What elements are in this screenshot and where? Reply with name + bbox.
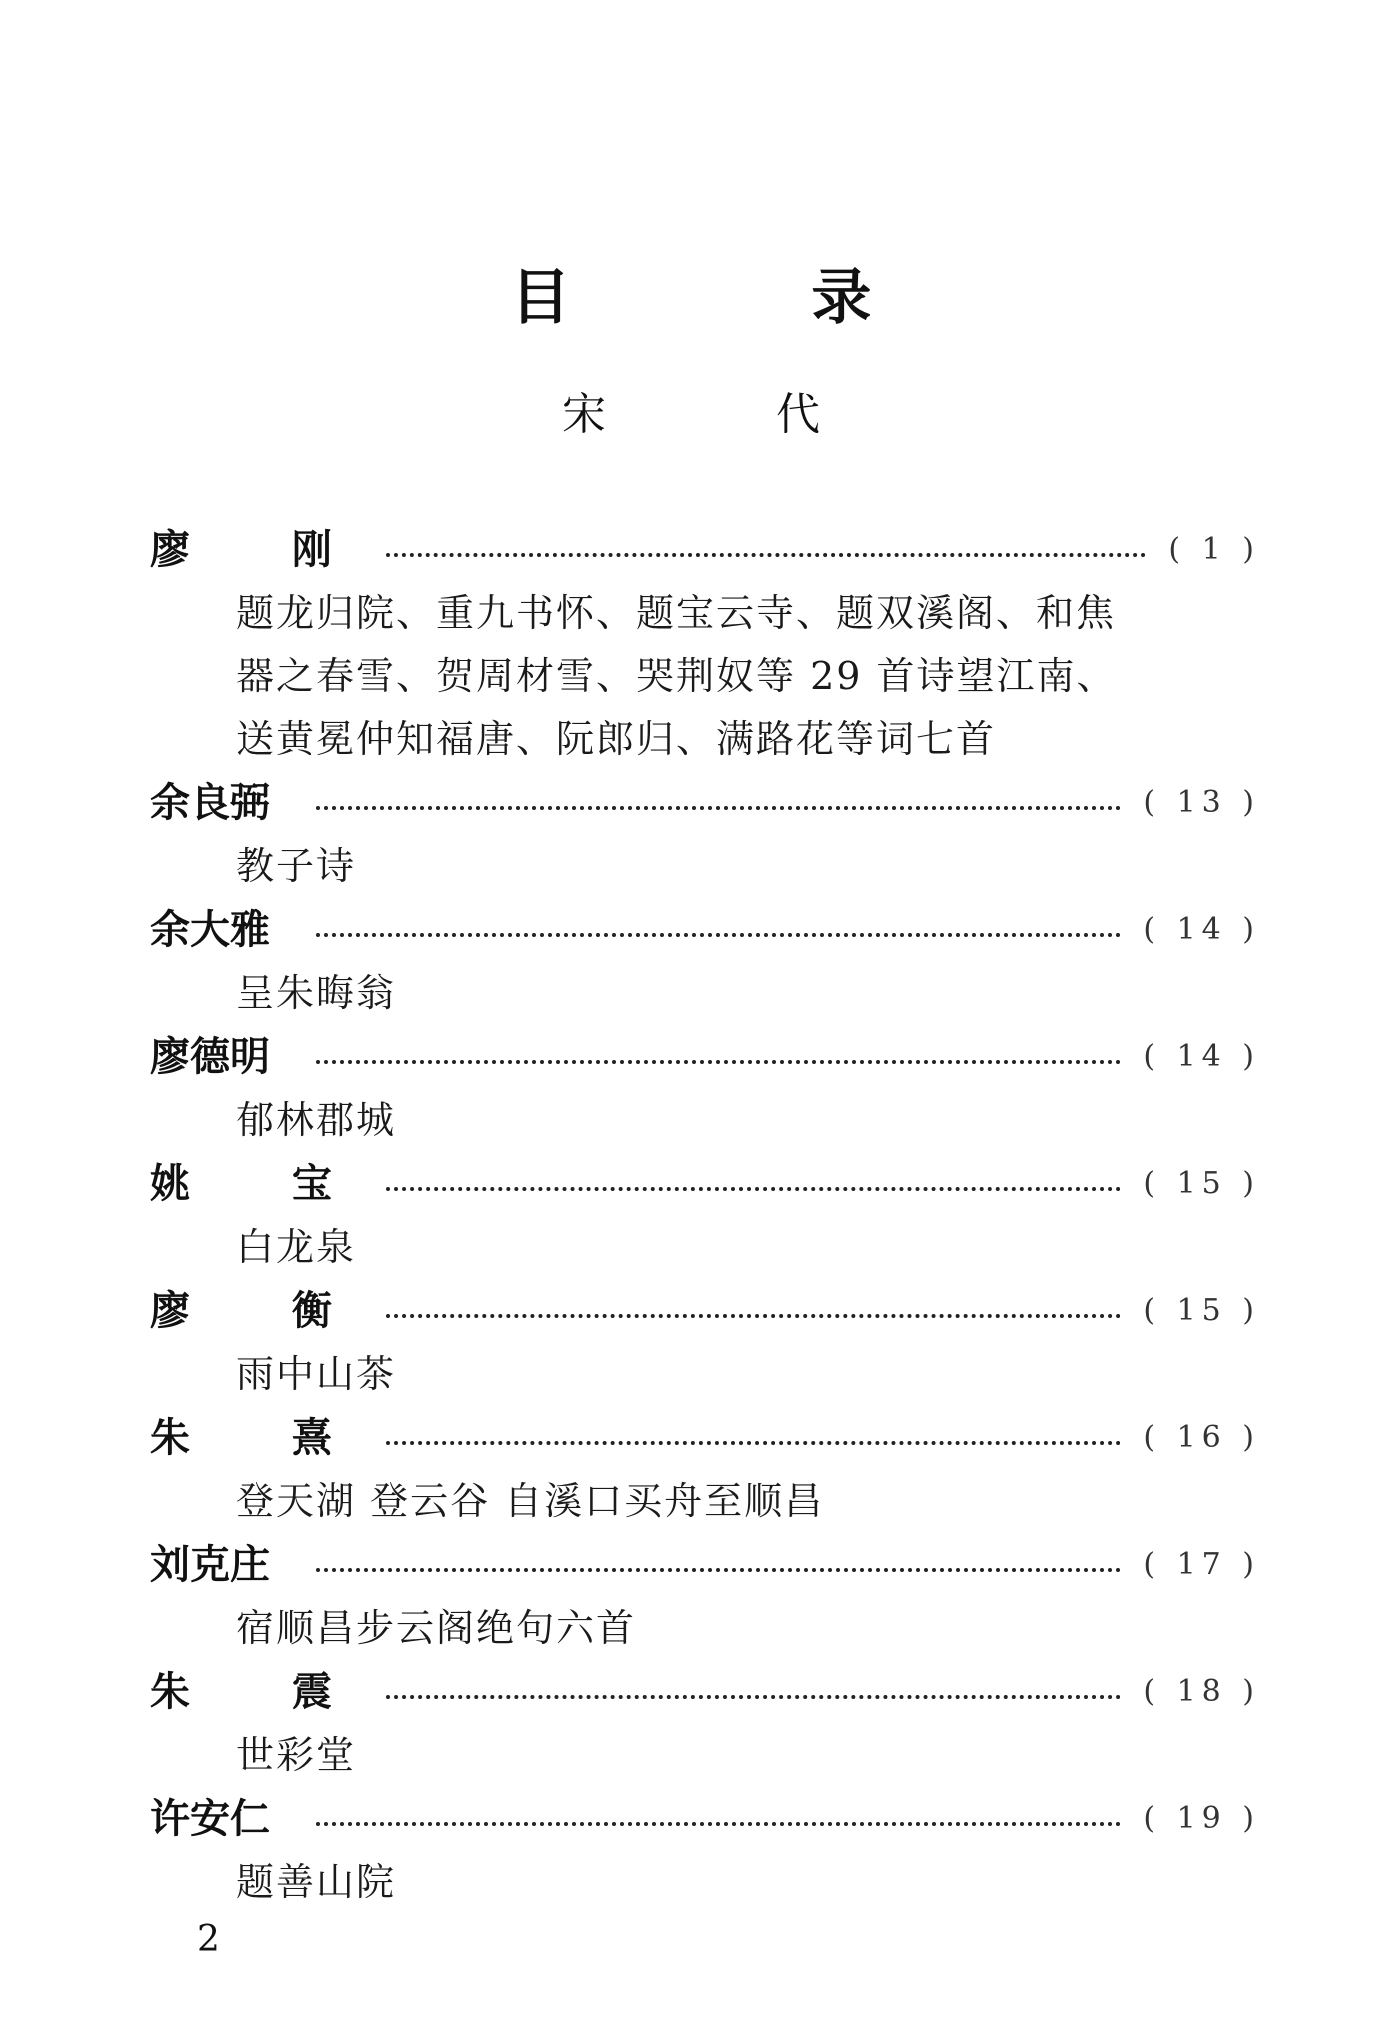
toc-page-ref: ( 14 ) [1143,1039,1260,1074]
toc-author: 朱 熹 [150,1415,376,1461]
toc-author-row [150,1152,1260,1216]
toc-work-line: 送黄冕仲知福唐、阮郎归、满路花等词七首 [236,717,997,761]
dot-leader [316,933,1121,937]
toc-work-line: 教子诗 [236,844,357,888]
toc-author: 姚 宝 [150,1161,376,1207]
toc-entry [150,1660,1260,1787]
toc-entry [150,1533,1260,1660]
toc-author: 朱 震 [150,1669,376,1715]
dot-leader [386,1441,1121,1445]
toc-page-ref: ( 13 ) [1143,785,1260,820]
page-title: 目 录 [510,263,982,333]
toc-author: 余大雅 [150,907,270,953]
toc-work-line: 登天湖 登云谷 自溪口买舟至顺昌 [236,1479,825,1523]
toc-page-ref: ( 15 ) [1143,1166,1260,1201]
toc-works [236,1724,1260,1787]
toc-work-line: 雨中山茶 [236,1352,397,1396]
toc-work-line: 题善山院 [236,1860,397,1904]
toc-author: 刘克庄 [150,1542,270,1588]
toc-page-ref: ( 18 ) [1143,1674,1260,1709]
toc-author: 余良弼 [150,780,270,826]
toc-works [236,1470,1260,1533]
table-of-contents [150,518,1260,1914]
toc-work-line: 世彩堂 [236,1733,357,1777]
toc-page-ref: ( 1 ) [1168,532,1260,567]
toc-author-row [150,771,1260,835]
toc-author: 许安仁 [150,1796,270,1842]
toc-author: 廖 衡 [150,1288,376,1334]
toc-author-row [150,1279,1260,1343]
toc-author-row [150,1660,1260,1724]
toc-works [236,1851,1260,1914]
toc-entry [150,518,1260,771]
dot-leader [316,1060,1121,1064]
toc-works [236,582,1260,771]
toc-entry [150,1279,1260,1406]
toc-author: 廖德明 [150,1034,270,1080]
toc-entry [150,898,1260,1025]
dot-leader [316,1568,1121,1572]
toc-work-line: 呈朱晦翁 [236,971,397,1015]
toc-work-line: 器之春雪、贺周材雪、哭荆奴等 29 首诗望江南、 [236,654,1117,698]
toc-work-line: 郁林郡城 [236,1098,397,1142]
toc-author-row [150,1025,1260,1089]
dot-leader [386,1695,1121,1699]
toc-entry [150,771,1260,898]
toc-works [236,835,1260,898]
section-title: 宋 代 [562,389,898,440]
toc-page-ref: ( 14 ) [1143,912,1260,947]
dot-leader [316,806,1121,810]
dot-leader [316,1822,1121,1826]
toc-author: 廖 刚 [150,527,376,573]
toc-work-line: 白龙泉 [236,1225,357,1269]
toc-page-ref: ( 16 ) [1143,1420,1260,1455]
toc-works [236,1343,1260,1406]
toc-page-ref: ( 19 ) [1143,1801,1260,1836]
toc-page-ref: ( 17 ) [1143,1547,1260,1582]
toc-page-ref: ( 15 ) [1143,1293,1260,1328]
toc-entry [150,1025,1260,1152]
toc-author-row [150,1406,1260,1470]
toc-works [236,1597,1260,1660]
toc-works [236,962,1260,1025]
page-number: 2 [197,1919,220,1960]
toc-author-row [150,1787,1260,1851]
dot-leader [386,1187,1121,1191]
toc-author-row [150,898,1260,962]
toc-work-line: 题龙归院、重九书怀、题宝云寺、题双溪阁、和焦 [236,591,1117,635]
toc-author-row [150,1533,1260,1597]
toc-author-row [150,518,1260,582]
toc-entry [150,1406,1260,1533]
toc-works [236,1216,1260,1279]
dot-leader [386,1314,1121,1318]
toc-entry [150,1787,1260,1914]
toc-entry [150,1152,1260,1279]
toc-works [236,1089,1260,1152]
dot-leader [386,553,1146,557]
toc-work-line: 宿顺昌步云阁绝句六首 [236,1606,637,1650]
